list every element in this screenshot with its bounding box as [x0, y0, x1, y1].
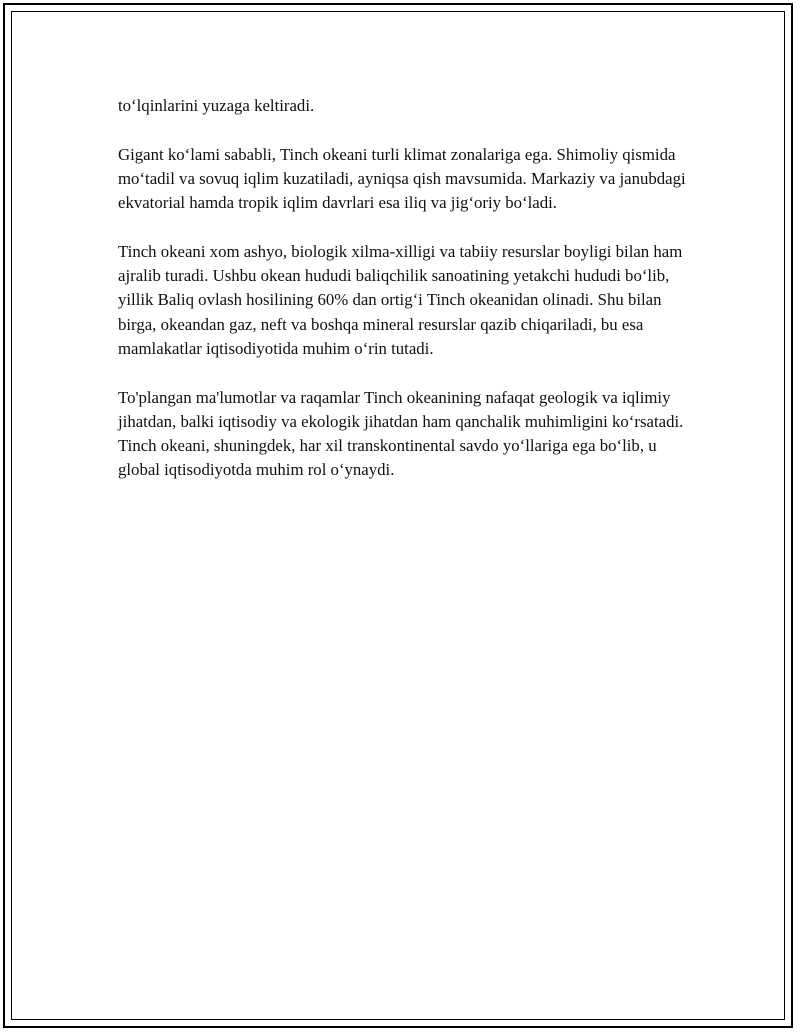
paragraph-4: To'plangan ma'lumotlar va raqamlar Tinch okeanining nafaqat geologik va iqlimiy jihatdan, balki iqtisodiy va ekologik jihatdan ham qanchalik muhimligini ko‘rsatadi. Tinch okeani, shuningdek, har xil transkontinental savdo yo‘llariga ega bo‘lib, u global iqtisodiyotda muhim rol o‘ynaydi. — [118, 387, 684, 480]
paragraph-1: to‘lqinlarini yuzaga keltiradi. — [118, 96, 315, 115]
document-body — [118, 94, 688, 507]
paragraph-3: Tinch okeani xom ashyo, biologik xilma-xilligi va tabiiy resurslar boyligi bilan ham ajralib turadi. Ushbu okean hududi baliqchilik sanoatining yetakchi hududi bo‘lib, yillik Baliq ovlash hosilining 60% dan ortig‘i Tinch okeanidan olinadi. Shu bilan birga, okeandan gaz, neft va boshqa mineral resurslar qazib chiqariladi, bu esa mamlakatlar iqtisodiyotida muhim o‘rin tutadi. — [118, 241, 683, 358]
paragraph-2: Gigant ko‘lami sababli, Tinch okeani turli klimat zonalariga ega. Shimoliy qismida mo‘tadil va sovuq iqlim kuzatiladi, ayniqsa qish mavsumida. Markaziy va janubdagi ekvatorial hamda tropik iqlim davrlari esa iliq va jig‘oriy bo‘ladi. — [118, 144, 686, 213]
